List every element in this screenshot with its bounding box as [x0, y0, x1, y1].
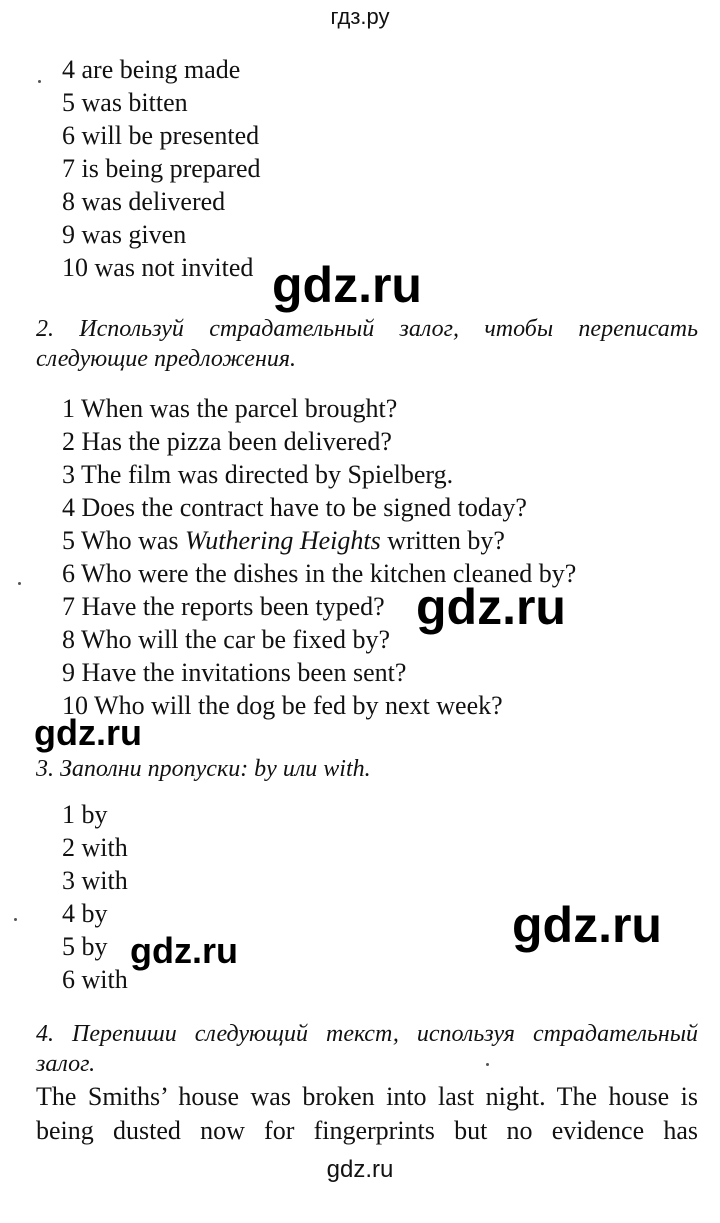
watermark: gdz.ru [416, 579, 566, 635]
answer-line: 4 by [62, 899, 108, 928]
answer-line: 10 was not invited [62, 253, 254, 282]
answer-line: 3 The film was directed by Spielberg. [62, 460, 454, 489]
answer-line [62, 525, 505, 557]
answer-line: 1 When was the parcel brought? [62, 394, 398, 423]
answer-line: 10 Who will the dog be fed by next week? [62, 691, 503, 720]
answer-line: 3 with [62, 866, 128, 895]
site-header: гдз.ру [330, 4, 390, 29]
answer-line: 2 with [62, 833, 128, 862]
answer-line: 7 Have the reports been typed? [62, 592, 385, 621]
scan-speck [38, 80, 41, 83]
answer-line: 4 are being made [62, 55, 241, 84]
answer-line: 8 was delivered [62, 187, 226, 216]
answer-line: 9 Have the invitations been sent? [62, 658, 407, 687]
watermark: gdz.ru [272, 257, 422, 313]
answer-line: 5 was bitten [62, 88, 188, 117]
item-prefix: 5 Who was [62, 526, 186, 555]
item-suffix: written by? [380, 526, 505, 555]
answer-line: 1 by [62, 800, 108, 829]
answer-line: 5 by [62, 932, 108, 961]
answer-line: 7 is being prepared [62, 154, 261, 183]
scan-speck [18, 582, 21, 585]
body-paragraph: The Smiths’ house was broken into last night. The house is being dusted now for fingerprints but no evidence has [36, 1082, 698, 1145]
answer-line: 9 was given [62, 220, 187, 249]
answer-line: 6 with [62, 965, 128, 994]
book-title: Wuthering Heights [185, 526, 381, 555]
task-title: 2. Используй страдательный залог, чтобы переписать следующие предложения. [36, 316, 698, 372]
answer-line: 2 Has the pizza been delivered? [62, 427, 392, 456]
answer-line: 8 Who will the car be fixed by? [62, 625, 391, 654]
watermark: gdz.ru [34, 712, 142, 753]
watermark: gdz.ru [512, 897, 662, 953]
scan-speck [486, 1063, 489, 1066]
scan-speck [14, 918, 17, 921]
answer-line: 4 Does the contract have to be signed today? [62, 493, 527, 522]
answer-line: 6 Who were the dishes in the kitchen cleaned by? [62, 559, 577, 588]
task-title: 3. Заполни пропуски: by или with. [36, 756, 371, 782]
answer-line: 6 will be presented [62, 121, 260, 150]
task-title: 4. Перепиши следующий текст, используя страдательный залог. [36, 1021, 698, 1077]
watermark: gdz.ru [130, 930, 238, 971]
site-footer: gdz.ru [326, 1156, 394, 1183]
